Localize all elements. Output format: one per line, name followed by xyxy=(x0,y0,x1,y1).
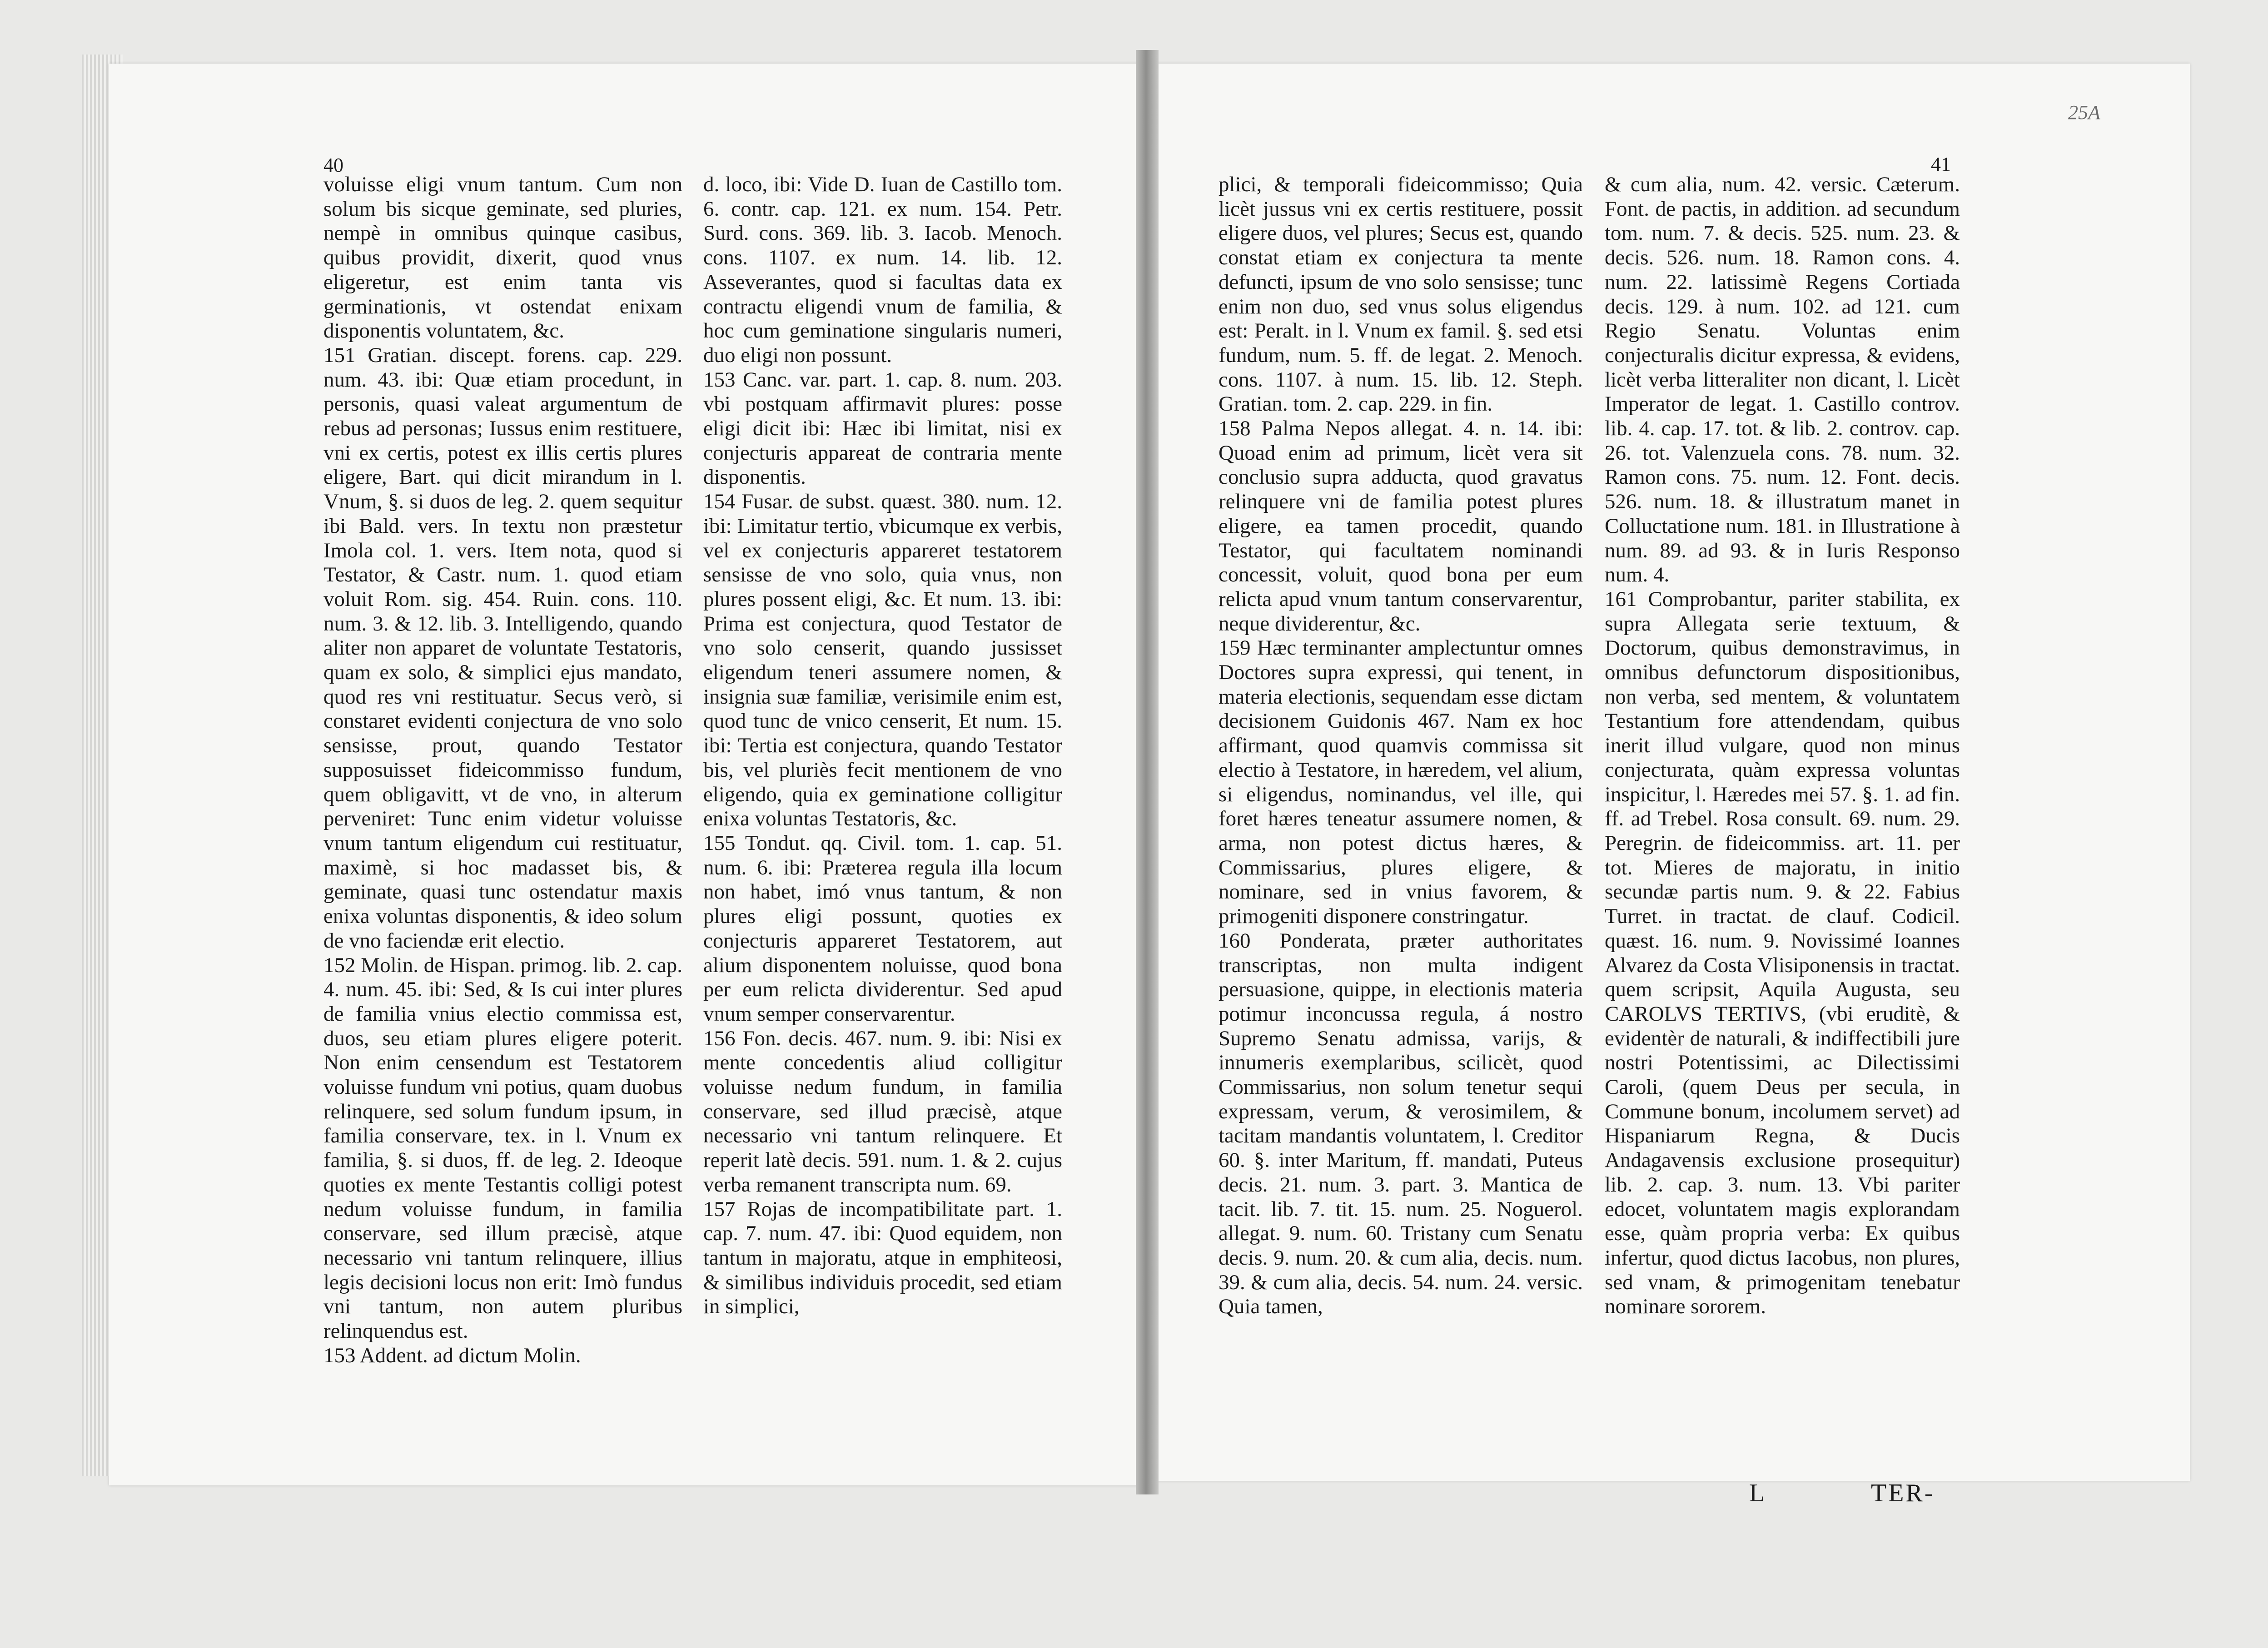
paragraph: 160 Ponderata, præter authoritates transcriptas, non multa indigent persuasione, quippe, in electionis materia potimur inconcussa regula, á nostro Supremo Senatu admissa, varijs, & innumeris exemplaribus, scilicèt, quod Commissarius, non solum tenetur sequi expressam, verum, & verosimilem, & tacitam mandantis voluntatem, l. Creditor 60. §. inter Maritum, ff. mandati, Puteus decis. 21. num. 3. part. 3. Mantica de tacit. lib. 7. tit. 15. num. 25. Noguerol. allegat. 9. num. 60. Tristany cum Senatu decis. 9. num. 20. & cum alia, decis. num. 39. & cum alia, decis. 54. num. 24. versic. Quia tamen, xyxy=(1219,928,1583,1319)
left-page-column-2 xyxy=(703,173,1062,1319)
paragraph: 161 Comprobantur, pariter stabilita, ex supra Allegata serie textuum, & Doctorum, quibus demonstravimus, in omnibus defunctorum dispositionibus, non verba, sed mentem, & voluntatem Testantium fore attendendam, quibus inerit illud vulgare, quod non minus conjecturata, quàm expressa voluntas inspicitur, l. Hæredes mei 57. §. 1. ad fin. ff. ad Trebel. Rosa consult. 69. num. 29. Peregrin. de fideicommiss. art. 11. per tot. Mieres de majoratu, in initio secundæ partis num. 9. & 22. Fabius Turret. in tractat. de clauf. Codicil. quæst. 16. num. 9. Novissimé Ioannes Alvarez da Costa Vlisiponensis in tractat. quem scripsit, Aquila Augusta, seu CAROLVS TERTIVS, (vbi eruditè, & evidentèr de naturali, & indiffectibili jure nostri Potentissimi, ac Dilectissimi Caroli, (quem Deus per secula, in Commune bonum, incolumem servet) ad Hispaniarum Regna, & Ducis Andagavensis exclusione prosequitur) lib. 2. cap. 3. num. 13. Vbi pariter edocet, voluntatem magis explorandam esse, quàm propria verba: Ex quibus infertur, quod dictus Iacobus, non plures, sed vnam, & primogenitam tenebatur nominare sororem. xyxy=(1605,587,1960,1319)
margin-note-handwritten: 25A xyxy=(2068,101,2100,124)
paragraph: 155 Tondut. qq. Civil. tom. 1. cap. 51. num. 6. ibi: Præterea regula illa locum non habet, imó vnus tantum, & non plures eligi possunt, quoties ex conjecturis appareret Testatorem, aut alium disponentem noluisse, quod bona per eum relicta dividerentur. Sed apud vnum semper conservarentur. xyxy=(703,831,1062,1026)
paragraph: d. loco, ibi: Vide D. Iuan de Castillo tom. 6. contr. cap. 121. ex num. 154. Petr. Surd. cons. 369. lib. 3. Iacob. Menoch. cons. 1107. ex num. 14. lib. 12. Asseverantes, quod si facultas data ex contractu eligendi vnum de familia, & hoc cum geminatione singularis numeri, duo eligi non possunt. xyxy=(703,173,1062,367)
right-page-number: 41 xyxy=(1931,153,1951,175)
paragraph: 156 Fon. decis. 467. num. 9. ibi: Nisi ex mente concedentis aliud colligitur voluisse nedum fundum, in familia conservare, sed illud præcisè, atque necessario vni tantum relinquere. Et reperit latè decis. 591. num. 1. & 2. cujus verba remanent transcripta num. 69. xyxy=(703,1026,1062,1196)
book-gutter xyxy=(1136,50,1159,1494)
paragraph: 157 Rojas de incompatibilitate part. 1. cap. 7. num. 47. ibi: Quod equidem, non tantum in majoratu, atque in emphiteosi, & similibus individuis procedit, sed etiam in simplici, xyxy=(703,1197,1062,1319)
paragraph: voluisse eligi vnum tantum. Cum non solum bis sicque geminate, sed pluries, nempè in omnibus quinque casibus, quibus providit, dixerit, quod vnus eligeretur, est enim tanta vis germinationis, vt ostendat enixam disponentis voluntatem, &c. xyxy=(323,173,682,343)
paragraph: 158 Palma Nepos allegat. 4. n. 14. ibi: Quoad enim ad primum, licèt vera sit conclusio supra adducta, quod gravatus relinquere vni de familia potest plures eligere, ea tamen procedit, quando Testator, qui facultatem nominandi concessit, voluit, quod bona per eum relicta apud vnum tantum conservarentur, neque dividerentur, &c. xyxy=(1219,417,1583,635)
signature-mark: L xyxy=(1749,1479,1767,1507)
left-page-column-1 xyxy=(323,173,682,1368)
left-page-number: 40 xyxy=(323,154,343,176)
paragraph: & cum alia, num. 42. versic. Cæterum. Font. de pactis, in addition. ad secundum tom. num. 7. & decis. 525. num. 23. & decis. 526. num. 18. Ramon cons. 4. num. 22. latissimè Regens Cortiada decis. 129. à num. 102. ad 121. cum Regio Senatu. Voluntas enim conjecturalis dicitur expressa, & evidens, licèt verba litteraliter non dicant, l. Licèt Imperator de legat. 1. Castillo controv. lib. 4. cap. 17. tot. & lib. 2. controv. cap. 26. tot. Valenzuela cons. 78. num. 32. Ramon cons. 75. num. 12. Font. decis. 526. num. 18. & illustratum manet in Colluctatione num. 181. in Illustratione à num. 89. ad 93. & in Iuris Responso num. 4. xyxy=(1605,173,1960,587)
paragraph: 153 Addent. ad dictum Molin. xyxy=(323,1343,581,1367)
paragraph: 154 Fusar. de subst. quæst. 380. num. 12. ibi: Limitatur tertio, vbicumque ex verbis, vel ex conjecturis appareret testatorem sensisse de vno solo, quia vnus, non plures possent eligi, &c. Et num. 13. ibi: Prima est conjectura, quod Testator de vno solo censerit, quando jussisset eligendum teneri assumere nomen, & insignia suæ familiæ, verisimile enim est, quod tunc de vnico censerit, Et num. 15. ibi: Tertia est conjectura, quando Testator bis, vel pluriès fecit mentionem de vno eligendo, quia ex geminatione colligitur enixa voluntas Testatoris, &c. xyxy=(703,490,1062,831)
paragraph: 159 Hæc terminanter amplectuntur omnes Doctores supra expressi, qui tenent, in materia electionis, sequendam esse dictam decisionem Guidonis 467. Nam ex hoc affirmant, quod quamvis commissa sit electio à Testatore, in hæredem, vel alium, si eligendus, nominandus, vel ille, qui foret hæres teneatur assumere nomen, & arma, non potest dictus hæres, & Commissarius, plures eligere, & nominare, sed in vnius favorem, & primogeniti disponere constringatur. xyxy=(1219,636,1583,928)
catchword: TER- xyxy=(1871,1479,1935,1507)
right-page-column-2 xyxy=(1605,173,1960,1319)
right-page-column-1 xyxy=(1219,173,1583,1319)
paragraph: plici, & temporali fideicommisso; Quia licèt jussus vni ex certis restituere, possit eligere duos, vel plures; Secus est, quando constat etiam ex conjectura ta mente defuncti, ipsum de vno solo sensisse; tunc enim non duo, sed vnus solus eligendus est: Peralt. in l. Vnum ex famil. §. sed etsi fundum, num. 5. ff. de legat. 2. Menoch. cons. 1107. à num. 15. lib. 12. Steph. Gratian. tom. 2. cap. 229. in fin. xyxy=(1219,173,1583,416)
paragraph: 152 Molin. de Hispan. primog. lib. 2. cap. 4. num. 45. ibi: Sed, & Is cui inter plures de familia vnius electio commissa est, duos, seu etiam plures eligere poterit. Non enim censendum est Testatorem voluisse fundum vni potius, quam duobus relinquere, sed solum fundum ipsum, in familia conservare, tex. in l. Vnum ex familia, §. si duos, ff. de leg. 2. Ideoque quoties ex mente Testantis colligi potest nedum voluisse fundum, in familia conservare, sed illum præcisè, atque necessario vni tantum relinquere, illius legis decisioni locus non erit: Imò fundus vni tantum, non autem pluribus relinquendus est. xyxy=(323,953,682,1343)
paragraph: 151 Gratian. discept. forens. cap. 229. num. 43. ibi: Quæ etiam procedunt, in personis, quasi valeat argumentum de rebus ad personas; Iussus enim restituere, vni ex certis, potest ex illis certis plures eligere, Bart. qui dicit mirandum in l. Vnum, §. si duos de leg. 2. quem sequitur ibi Bald. vers. In textu non præstetur Imola col. 1. vers. Item nota, quod si Testator, & Castr. num. 1. quod etiam voluit Rom. sig. 454. Ruin. cons. 110. num. 3. & 12. lib. 3. Intelligendo, quando aliter non apparet de voluntate Testatoris, quam ex solo, & simplici ejus mandato, quod res vni restituatur. Secus verò, si constaret evidenti conjectura de vno solo sensisse, prout, quando Testator supposuisset fideicommisso fundum, quem obligavitt, vt de vno, in alterum perveniret: Tunc enim videtur voluisse vnum tantum eligendum cui restituatur, maximè, si hoc madasset bis, & geminate, quasi tunc ostendatur maxis enixa voluntas disponentis, & ideo solum de vno faciendæ erit electio. xyxy=(323,343,682,953)
paragraph: 153 Canc. var. part. 1. cap. 8. num. 203. vbi postquam affirmavit plures: posse eligi dicit ibi: Hæc ibi limitat, nisi ex conjecturis appareat de contraria mente disponentis. xyxy=(703,367,1062,489)
